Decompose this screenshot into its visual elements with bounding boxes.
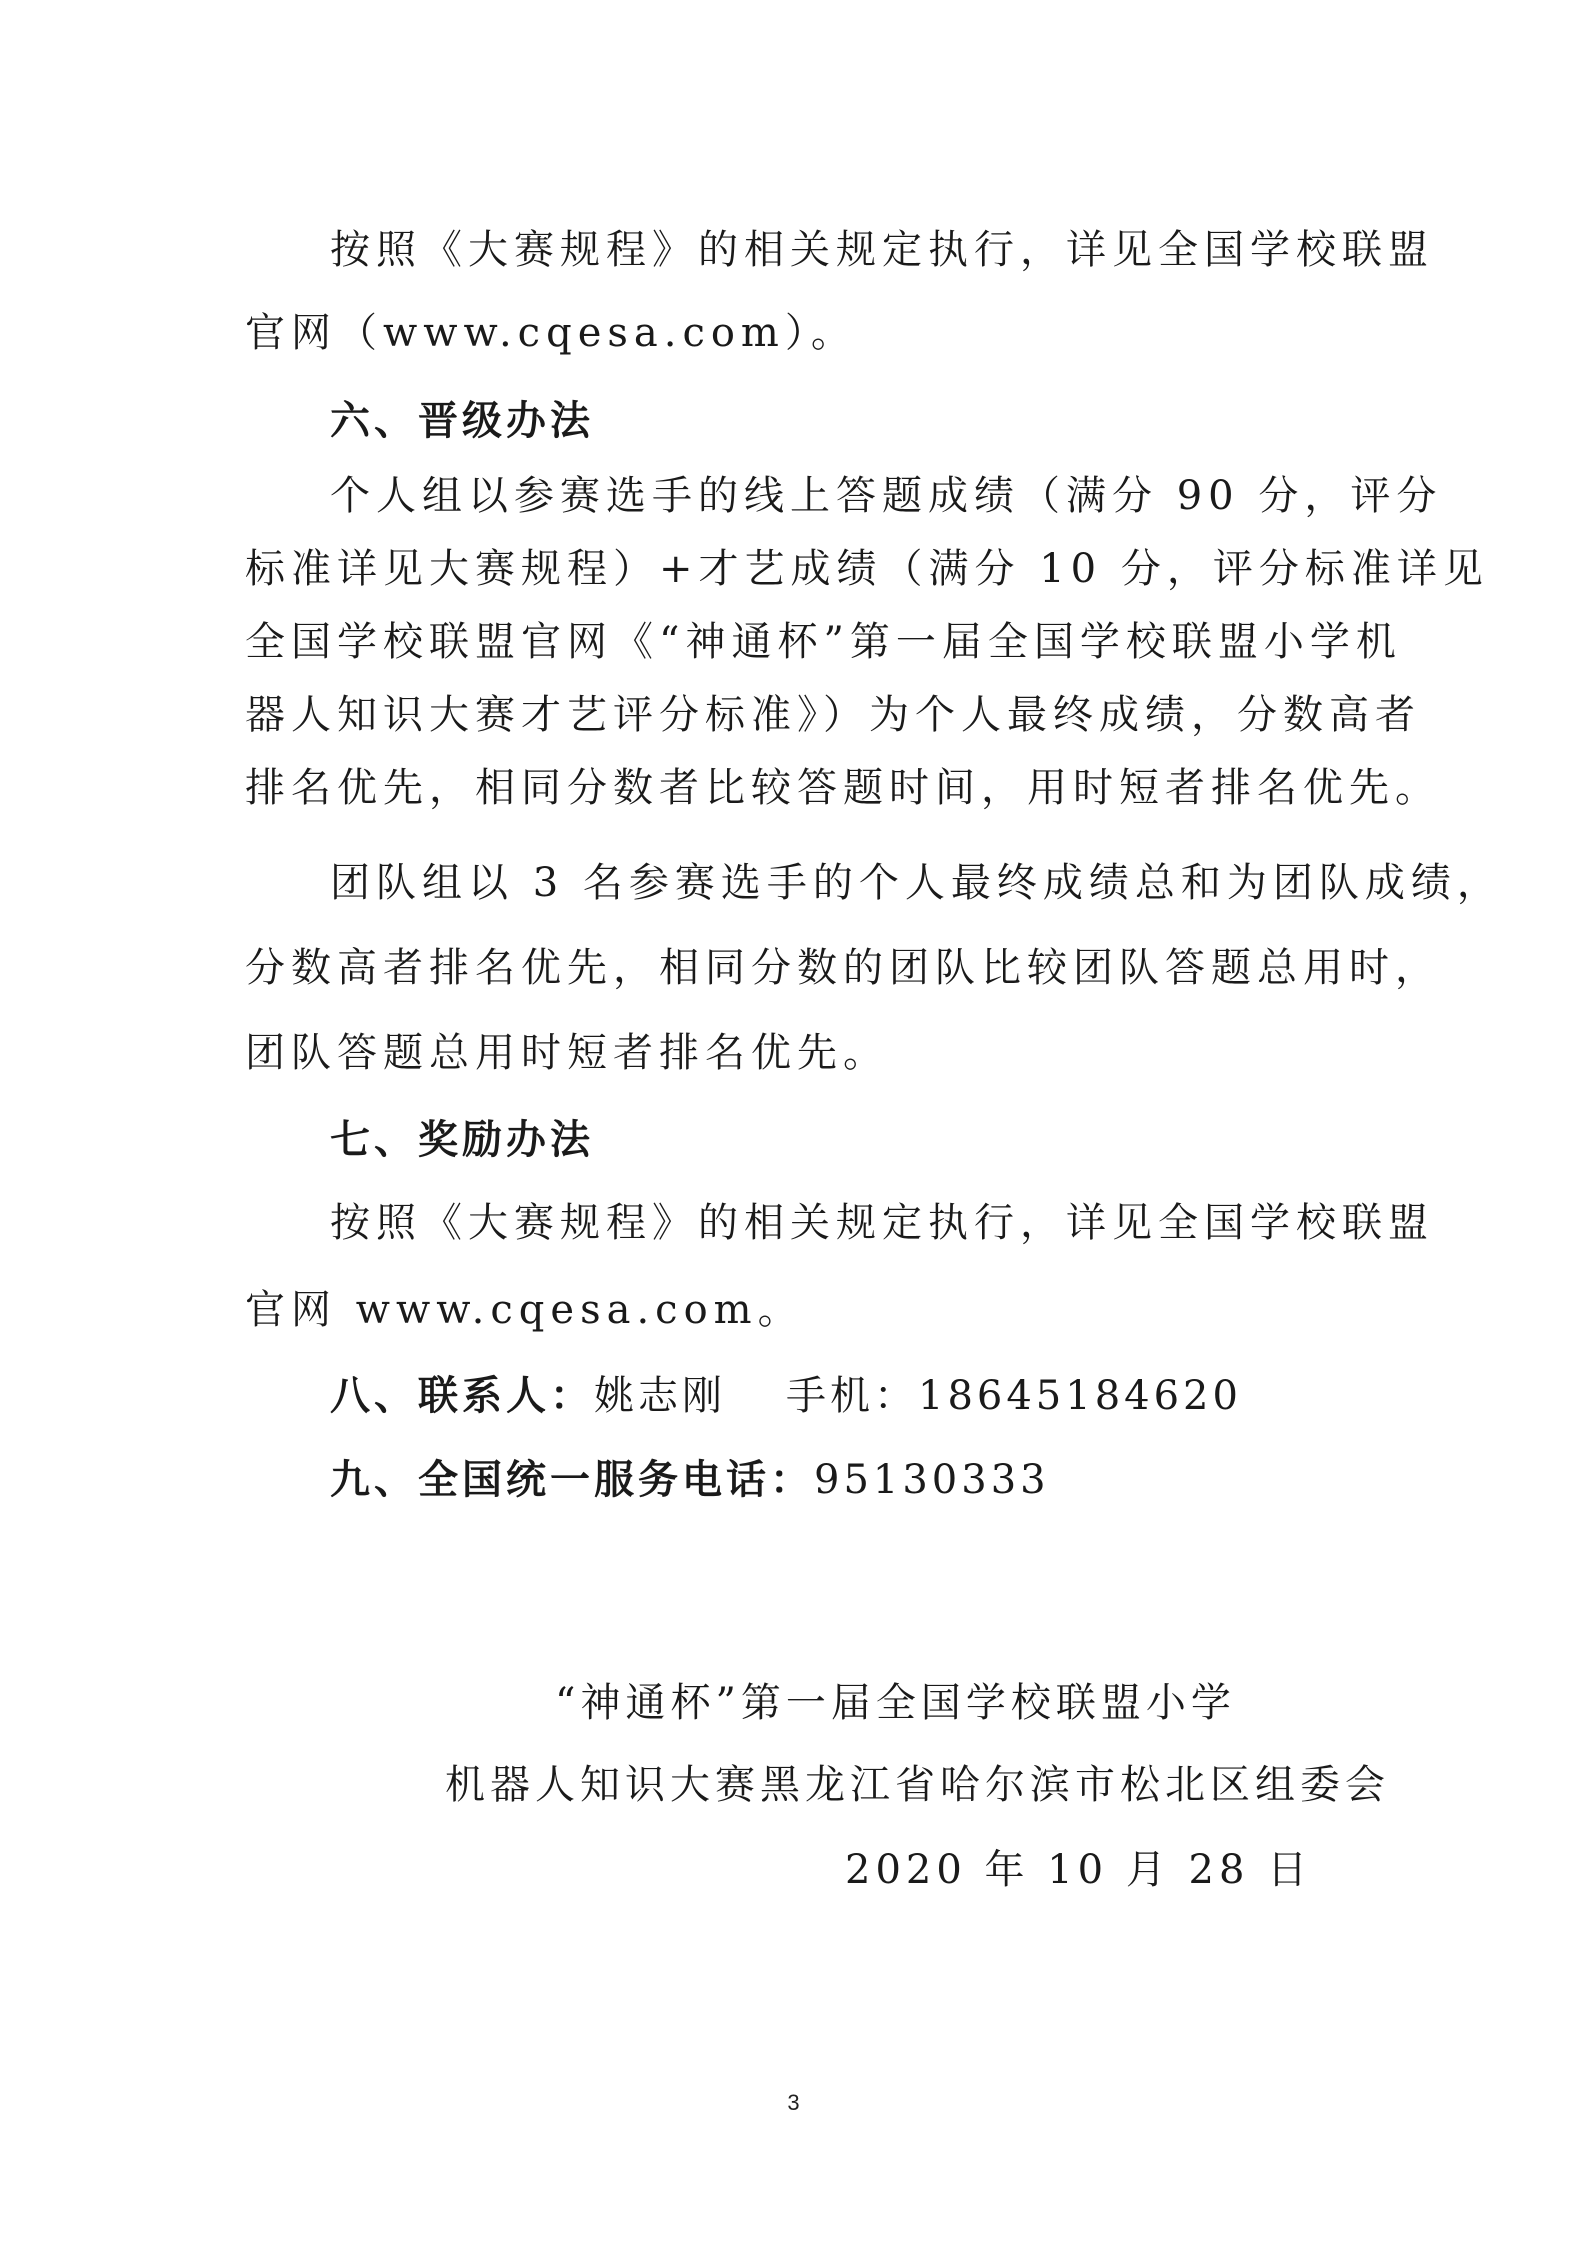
signature-date: 2020 年 10 月 28 日 [845,1847,1313,1893]
promotion-paragraph-line: 器人知识大赛才艺评分标准》）为个人最终成绩，分数高者 [245,692,1421,738]
team-paragraph-line: 团队组以 3 名参赛选手的个人最终成绩总和为团队成绩， [330,860,1503,906]
promotion-paragraph-line: 排名优先，相同分数者比较答题时间，用时短者排名优先。 [245,765,1441,811]
promotion-paragraph-line: 标准详见大赛规程）+才艺成绩（满分 10 分，评分标准详见 [245,546,1489,592]
phone-label: 手机： [786,1373,918,1419]
awards-paragraph-line: 官网 www.cqesa.com。 [245,1287,804,1333]
signature-organizer-line1: “神通杯”第一届全国学校联盟小学 [555,1680,1236,1726]
promotion-paragraph-line: 个人组以参赛选手的线上答题成绩（满分 90 分，评分 [330,473,1443,519]
team-paragraph-line: 团队答题总用时短者排名优先。 [245,1030,889,1076]
service-hotline-number: 95130333 [814,1457,1050,1503]
rules-paragraph-line: 官网（www.cqesa.com）。 [245,310,857,356]
team-paragraph-line: 分数高者排名优先，相同分数的团队比较团队答题总用时， [245,945,1441,991]
phone-number: 18645184620 [918,1373,1242,1419]
contact-label: 八、联系人： [330,1373,594,1419]
contact-name: 姚志刚 [594,1373,726,1419]
contact-line [330,1368,1440,1424]
rules-paragraph-line: 按照《大赛规程》的相关规定执行，详见全国学校联盟 [330,227,1434,273]
signature-organizer-line2: 机器人知识大赛黑龙江省哈尔滨市松北区组委会 [445,1762,1390,1808]
section-heading-awards: 七、奖励办法 [330,1117,594,1163]
page-number: 3 [787,2090,800,2115]
awards-paragraph-line: 按照《大赛规程》的相关规定执行，详见全国学校联盟 [330,1200,1434,1246]
section-heading-promotion: 六、晋级办法 [330,398,594,444]
promotion-paragraph-line: 全国学校联盟官网《“神通杯”第一届全国学校联盟小学机 [245,619,1402,665]
service-hotline-line [330,1452,1440,1508]
service-hotline-label: 九、全国统一服务电话： [330,1457,814,1503]
